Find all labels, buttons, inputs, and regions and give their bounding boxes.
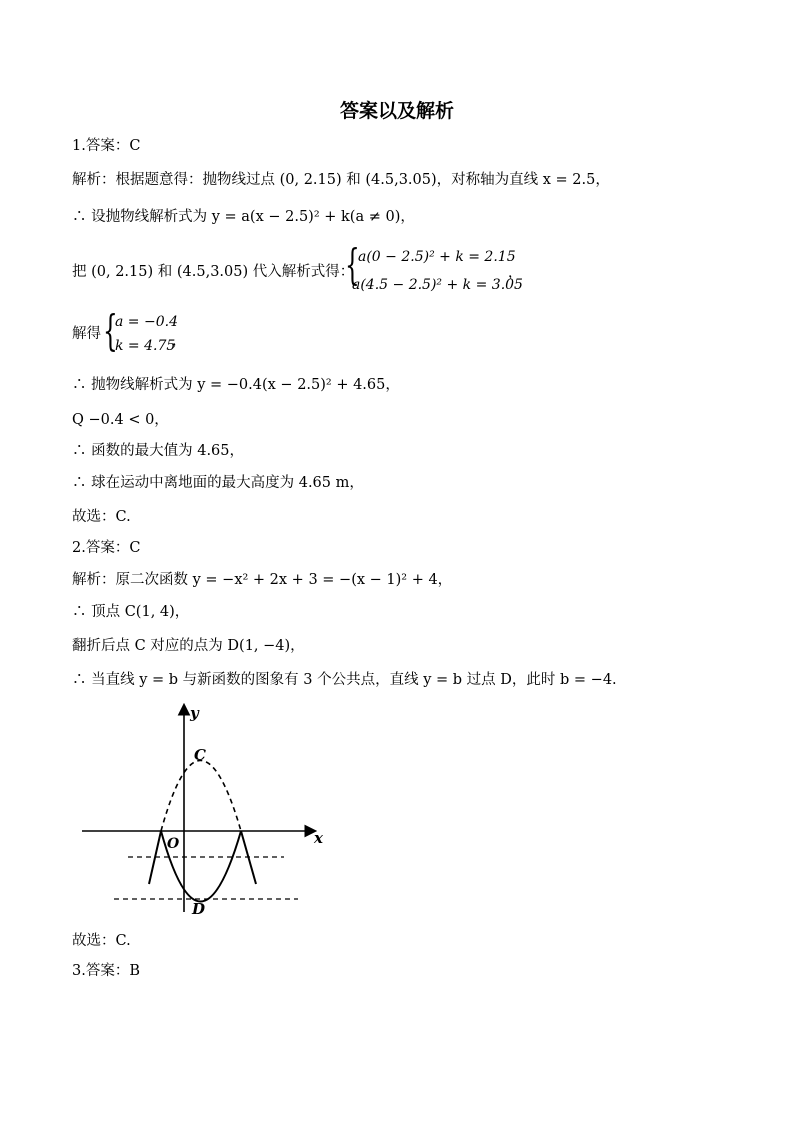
page-title: 答案以及解析	[339, 100, 454, 122]
q3-answer: 3.答案：B	[72, 963, 140, 979]
q1-line-9: 故选：C.	[72, 509, 131, 525]
q1-line-1: 解析：根据题意得：抛物线过点 (0, 2.15) 和 (4.5,3.05)，对称轴为直线 x = 2.5，	[72, 172, 610, 188]
label-x: x	[314, 829, 323, 847]
dashed-parabola-arc	[161, 761, 241, 832]
q2-line-2: ∴ 顶点 C(1, 4)，	[72, 604, 190, 620]
system1-row-1: a(0 − 2.5)² + k = 2.15	[358, 249, 516, 265]
system2-row-2: k = 4.75	[115, 338, 176, 354]
brace-1: {	[345, 240, 360, 289]
q1-line-8: ∴ 球在运动中离地面的最大高度为 4.65 m，	[72, 475, 364, 491]
q2-answer: 2.答案：C	[72, 540, 141, 556]
label-D: D	[192, 900, 206, 918]
system2-row-1: a = −0.4	[115, 314, 178, 330]
parabola-figure	[78, 700, 338, 922]
q1-line-6: Q −0.4 < 0，	[72, 412, 169, 428]
q1-line-5: ∴ 抛物线解析式为 y = −0.4(x − 2.5)² + 4.65，	[72, 377, 400, 393]
q2-line-4: ∴ 当直线 y = b 与新函数的图象有 3 个公共点，直线 y = b 过点 D，此时 b = −4.	[72, 672, 617, 688]
q1-line-4: 解得	[72, 326, 101, 342]
q2-line-1: 解析：原二次函数 y = −x² + 2x + 3 = −(x − 1)² + 4，	[72, 572, 453, 588]
q1-line-3: 把 (0, 2.15) 和 (4.5,3.05) 代入解析式得：	[72, 264, 355, 280]
q1-line-2: ∴ 设抛物线解析式为 y = a(x − 2.5)² + k(a ≠ 0)，	[72, 209, 415, 225]
system1-tail: ，	[508, 265, 522, 281]
q1-line-7: ∴ 函数的最大值为 4.65，	[72, 443, 245, 459]
right-branch	[241, 831, 256, 884]
brace-2: {	[103, 306, 118, 355]
label-y: y	[190, 704, 199, 722]
label-C: C	[194, 746, 206, 764]
q2-line-3: 翻折后点 C 对应的点为 D(1, −4)，	[72, 638, 305, 654]
q2-closing: 故选：C.	[72, 933, 131, 949]
q1-answer: 1.答案：C	[72, 138, 141, 154]
label-O: O	[167, 836, 180, 852]
system1-row-2: a(4.5 − 2.5)² + k = 3.05	[352, 277, 523, 293]
system2-tail: ，	[172, 333, 186, 349]
